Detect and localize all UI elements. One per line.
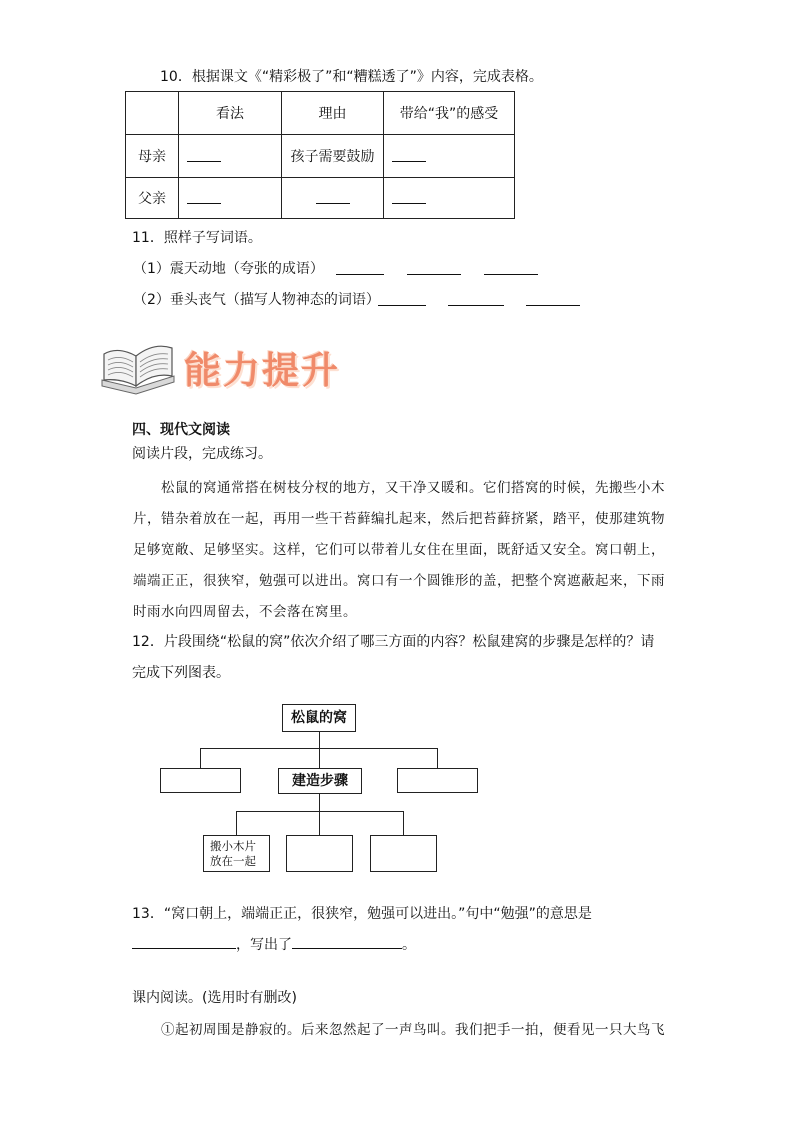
answer-blank[interactable] bbox=[282, 178, 384, 219]
diagram-blank-box-left[interactable] bbox=[160, 768, 241, 793]
table-header-reason: 理由 bbox=[282, 92, 384, 135]
diagram-root-box bbox=[282, 704, 356, 732]
answer-blank[interactable] bbox=[448, 291, 504, 306]
passage-line: 片，错杂着放在一起，再用一些干苔藓编扎起来，然后把苔藓挤紧，踏平，使那建筑物 bbox=[133, 511, 665, 527]
diagram-step1-line1: 搬小木片 bbox=[210, 839, 256, 853]
connector-line bbox=[319, 794, 320, 811]
diagram-blank-box-right[interactable] bbox=[397, 768, 478, 793]
q13-mid-text: ，写出了 bbox=[236, 937, 292, 953]
answer-blank[interactable] bbox=[526, 291, 580, 306]
q11-prompt: 11．照样子写词语。 bbox=[132, 230, 262, 246]
q11-item1-text: （1）震天动地（夸张的成语） bbox=[133, 261, 324, 277]
reading2-title: 课内阅读。(选用时有删改) bbox=[132, 990, 297, 1006]
section-heading: 四、现代文阅读 bbox=[132, 422, 230, 438]
answer-blank[interactable] bbox=[384, 178, 515, 219]
table-row-label-mother: 母亲 bbox=[126, 135, 179, 178]
q11-item2-text: （2）垂头丧气（描写人物神态的词语） bbox=[133, 292, 380, 308]
table-header-view: 看法 bbox=[179, 92, 282, 135]
q13-line2 bbox=[132, 934, 416, 954]
connector-line bbox=[437, 748, 438, 768]
diagram-middle-label: 建造步骤 bbox=[292, 773, 348, 789]
answer-blank[interactable] bbox=[179, 135, 282, 178]
answer-blank[interactable] bbox=[336, 260, 384, 275]
answer-blank[interactable] bbox=[132, 934, 236, 949]
book-icon bbox=[96, 336, 180, 396]
connector-line bbox=[403, 811, 404, 835]
answer-blank[interactable] bbox=[484, 260, 538, 275]
q11-item2 bbox=[133, 289, 380, 309]
passage-line: 足够宽敞、足够坚实。这样，它们可以带着儿女住在里面，既舒适又安全。窝口朝上， bbox=[133, 542, 665, 558]
connector-line bbox=[236, 811, 404, 812]
passage-line: 松鼠的窝通常搭在树枝分杈的地方，又干净又暖和。它们搭窝的时候，先搬些小木 bbox=[161, 480, 665, 496]
answer-blank[interactable] bbox=[292, 934, 402, 949]
diagram-middle-box bbox=[278, 768, 362, 794]
diagram-root-label: 松鼠的窝 bbox=[291, 710, 347, 726]
connector-line bbox=[319, 748, 320, 768]
table-header-feeling: 带给“我”的感受 bbox=[384, 92, 515, 135]
banner-title: 能力提升 bbox=[184, 349, 340, 392]
diagram-step1-box bbox=[203, 835, 270, 872]
answer-blank[interactable] bbox=[407, 260, 461, 275]
reading2-first-line: ①起初周围是静寂的。后来忽然起了一声鸟叫。我们把手一拍，便看见一只大鸟飞 bbox=[161, 1022, 665, 1038]
passage-line: 端端正正，很狭窄，勉强可以进出。窝口有一个圆锥形的盖，把整个窝遮蔽起来，下雨 bbox=[133, 573, 665, 589]
passage-line: 时雨水向四周留去，不会落在窝里。 bbox=[133, 604, 357, 620]
table-header-empty bbox=[126, 92, 179, 135]
q10-prompt: 10．根据课文《“精彩极了”和“糟糕透了”》内容，完成表格。 bbox=[160, 69, 543, 85]
diagram-step2-box[interactable] bbox=[286, 835, 353, 872]
q12-line1: 12．片段围绕“松鼠的窝”依次介绍了哪三方面的内容？松鼠建窝的步骤是怎样的？请 bbox=[132, 634, 655, 650]
connector-line bbox=[319, 811, 320, 835]
answer-blank[interactable] bbox=[378, 291, 426, 306]
q13-end-text: 。 bbox=[402, 937, 416, 953]
connector-line bbox=[236, 811, 237, 835]
q10-table bbox=[125, 91, 515, 219]
reading-instruction: 阅读片段，完成练习。 bbox=[132, 446, 272, 462]
q11-item1 bbox=[133, 258, 324, 278]
q12-line2: 完成下列图表。 bbox=[132, 665, 230, 681]
q13-line1: 13．“窝口朝上，端端正正，很狭窄，勉强可以进出。”句中“勉强”的意思是 bbox=[132, 906, 592, 922]
answer-blank[interactable] bbox=[179, 178, 282, 219]
table-row-label-father: 父亲 bbox=[126, 178, 179, 219]
answer-blank[interactable] bbox=[384, 135, 515, 178]
connector-line bbox=[200, 748, 201, 768]
diagram-step3-box[interactable] bbox=[370, 835, 437, 872]
connector-line bbox=[319, 732, 320, 748]
diagram-step1-line2: 放在一起 bbox=[210, 854, 256, 868]
table-cell-reason-mother: 孩子需要鼓励 bbox=[282, 135, 384, 178]
